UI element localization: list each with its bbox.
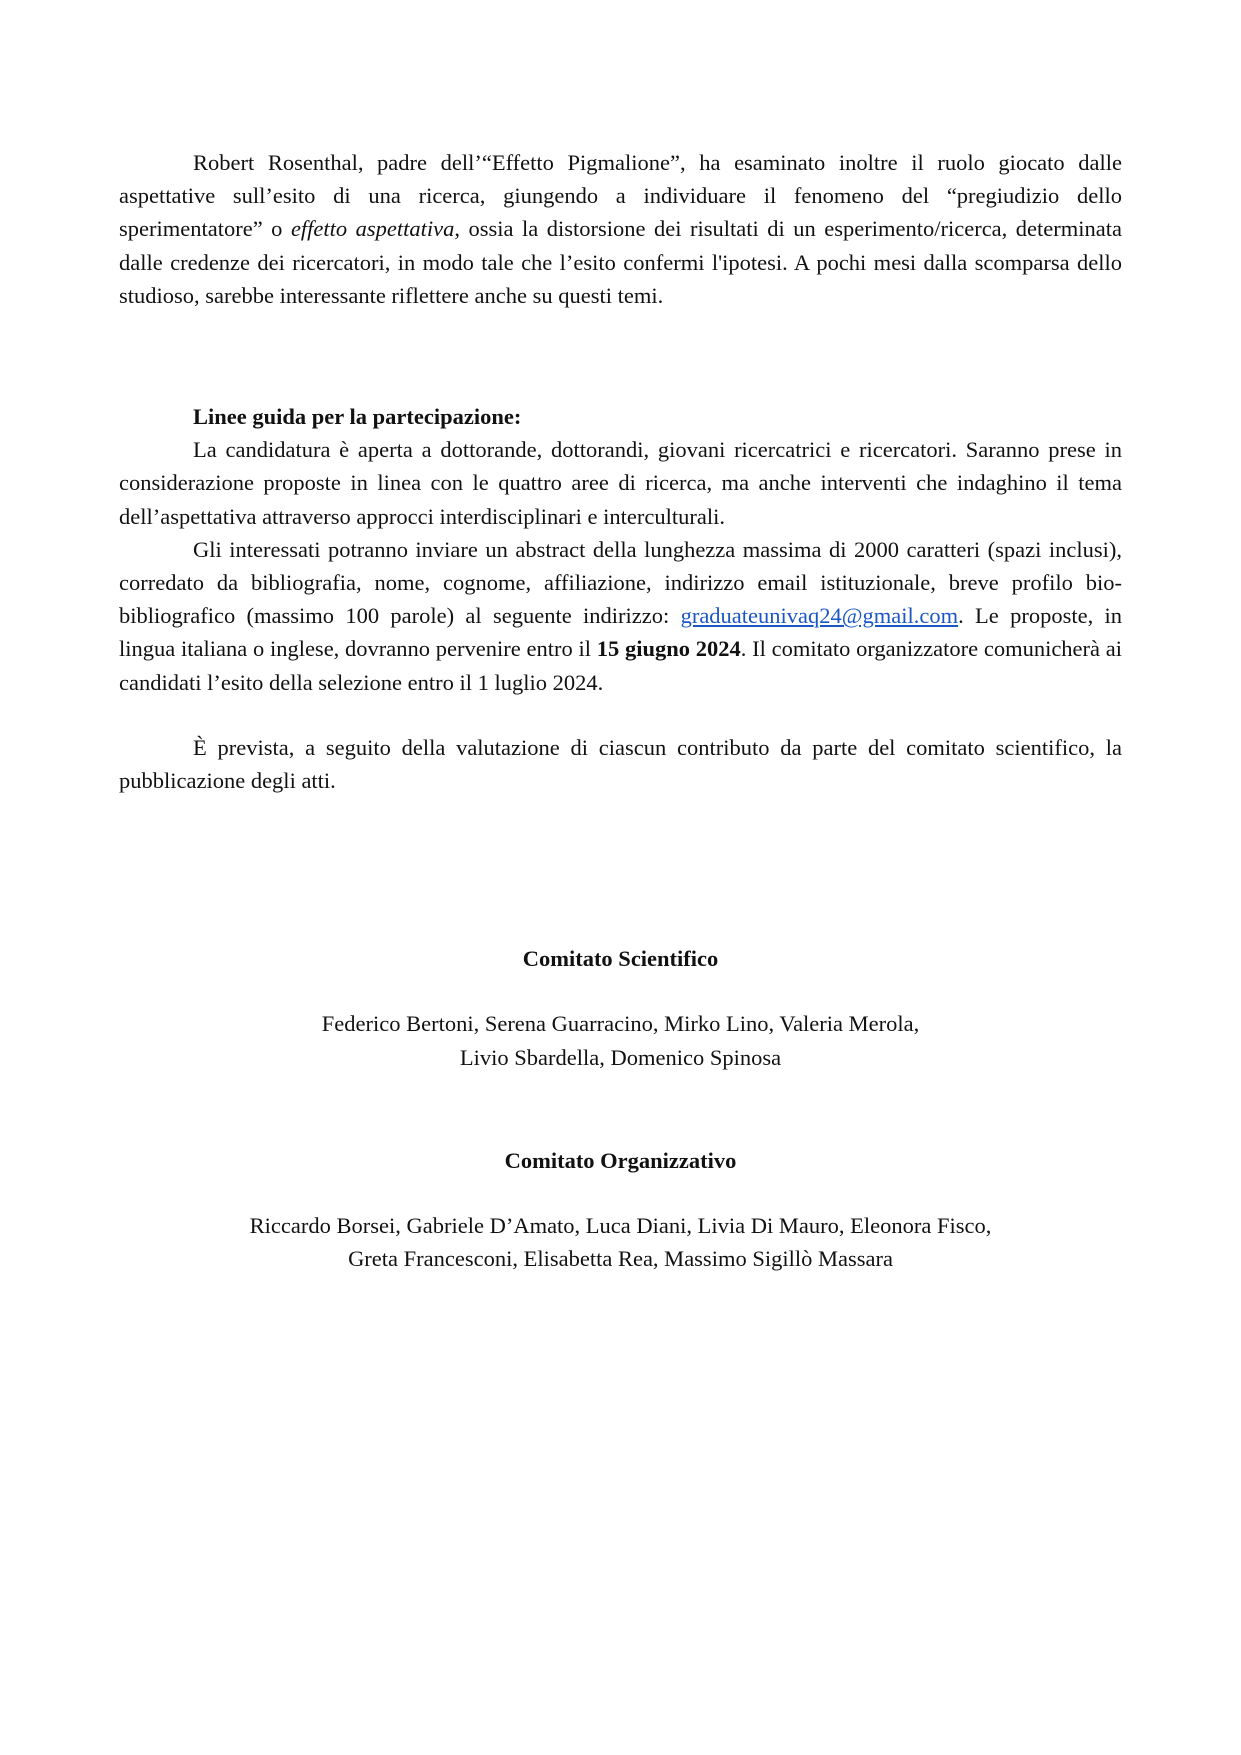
guidelines-heading: Linee guida per la partecipazione: — [193, 404, 522, 430]
spacer — [119, 975, 1122, 1007]
scientific-committee-names-line2: Livio Sbardella, Domenico Spinosa — [459, 1044, 782, 1070]
organizing-committee-title: Comitato Organizzativo — [504, 1147, 737, 1173]
intro-italic-term: effetto aspettativa — [290, 216, 455, 242]
submission-deadline: 15 giugno 2024 — [596, 636, 741, 662]
scientific-committee-title: Comitato Scientifico — [522, 946, 719, 972]
spacer — [119, 1177, 1122, 1209]
intro-text-part2: , ossia la distorsione dei risultati di un esperimento/ricerca, determinata dalle credenze dei ricercatori, in modo tale che l’esito confermi l'ipotesi. A pochi mesi dalla scomparsa dello studioso, sarebbe interessante riflettere anche su questi temi. — [119, 216, 1122, 308]
scientific-committee-names-line1: Federico Bertoni, Serena Guarracino, Mirko Lino, Valeria Merola, — [321, 1011, 920, 1037]
spacer — [119, 312, 1122, 400]
spacer — [119, 797, 1122, 942]
intro-paragraph — [119, 146, 1122, 312]
email-link[interactable]: graduateunivaq24@gmail.com — [680, 603, 959, 629]
guidelines-paragraph-submission — [119, 533, 1122, 699]
spacer — [119, 699, 1122, 731]
organizing-committee-names-line1: Riccardo Borsei, Gabriele D’Amato, Luca Diani, Livia Di Mauro, Eleonora Fisco, — [249, 1213, 992, 1239]
organizing-committee-names-line2: Greta Francesconi, Elisabetta Rea, Massimo Sigillò Massara — [348, 1246, 893, 1272]
intro-text-part1: Robert Rosenthal, padre dell’“Effetto Pigmalione”, ha esaminato inoltre il ruolo giocato dalle aspettative sull’esito di una ricerca, giungendo a individuare il fenomeno del “pregiudizio dello sperimentatore” o — [119, 150, 1122, 242]
spacer — [119, 1074, 1122, 1144]
guidelines-paragraph-eligibility: La candidatura è aperta a dottorande, dottorandi, giovani ricercatrici e ricercatori. Saranno prese in considerazione proposte in linea con le quattro aree di ricerca, ma anche interventi che indaghino il tema dell’aspettativa attraverso approcci interdisciplinari e interculturali. — [119, 437, 1122, 529]
guidelines-paragraph-publication: È prevista, a seguito della valutazione di ciascun contributo da parte del comitato scientifico, la pubblicazione degli atti. — [119, 734, 1122, 794]
document-page — [119, 146, 1122, 1275]
submission-text-part2: . Le proposte, in lingua italiana o inglese, dovranno pervenire entro il — [119, 603, 1123, 662]
submission-text-part3: . Il comitato organizzatore comunicherà ai candidati l’esito della selezione entro il 1 luglio 2024. — [119, 636, 1123, 695]
submission-text-part1: Gli interessati potranno inviare un abstract della lunghezza massima di 2000 caratteri (spazi inclusi), corredato da bibliografia, nome, cognome, affiliazione, indirizzo email istituzionale, breve profilo bio-bibliografico (massimo 100 parole) al seguente indirizzo: — [119, 536, 1122, 629]
